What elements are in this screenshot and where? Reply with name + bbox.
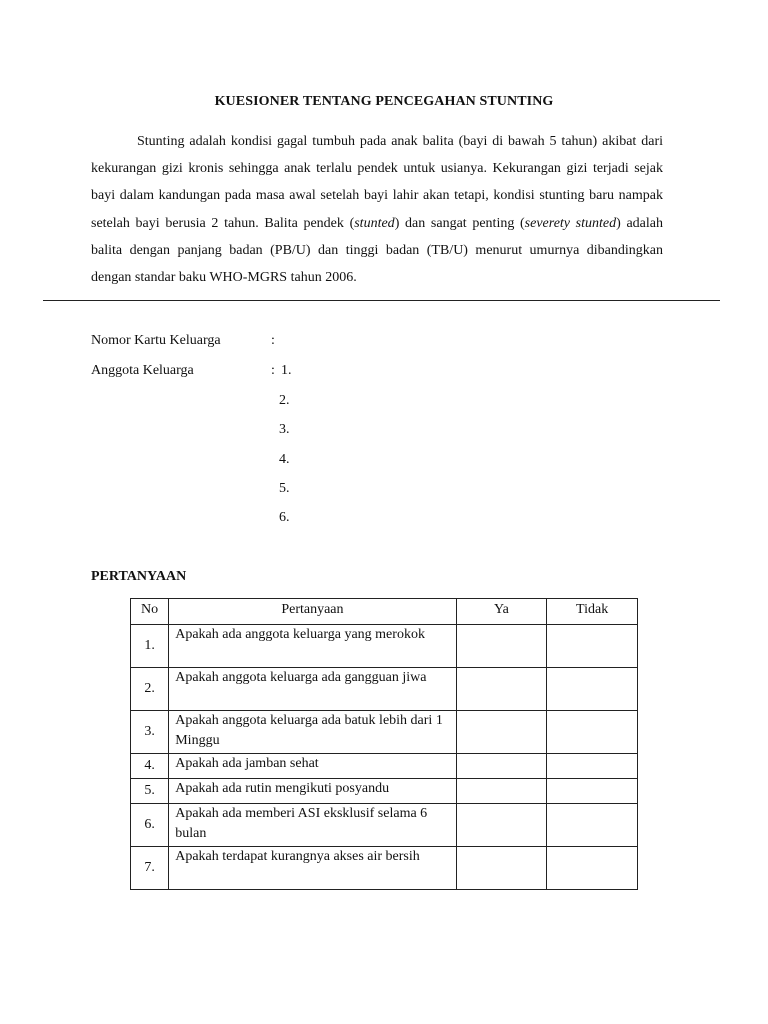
row-number: 7. — [131, 847, 169, 890]
header-ya: Ya — [456, 599, 547, 625]
question-text: Apakah anggota keluarga ada batuk lebih dari 1 Minggu — [169, 711, 456, 754]
answer-ya-cell[interactable] — [456, 804, 547, 847]
answer-ya-cell[interactable] — [456, 754, 547, 779]
question-text: Apakah ada anggota keluarga yang merokok — [169, 625, 456, 668]
row-number: 3. — [131, 711, 169, 754]
table-row — [131, 668, 638, 711]
anggota-number: 3. — [279, 422, 290, 437]
row-number: 2. — [131, 668, 169, 711]
answer-tidak-cell[interactable] — [547, 804, 638, 847]
question-text: Apakah anggota keluarga ada gangguan jiwa — [169, 668, 456, 711]
answer-tidak-cell[interactable] — [547, 668, 638, 711]
anggota-number: 2. — [279, 393, 290, 408]
divider-line — [43, 300, 720, 301]
header-question: Pertanyaan — [169, 599, 456, 625]
answer-ya-cell[interactable] — [456, 711, 547, 754]
answer-tidak-cell[interactable] — [547, 625, 638, 668]
table-row — [131, 779, 638, 804]
questions-table — [130, 598, 638, 890]
header-no: No — [131, 599, 169, 625]
row-number: 5. — [131, 779, 169, 804]
answer-ya-cell[interactable] — [456, 668, 547, 711]
question-text: Apakah ada jamban sehat — [169, 754, 456, 779]
kk-colon: : — [271, 333, 275, 348]
question-text: Apakah ada rutin mengikuti posyandu — [169, 779, 456, 804]
answer-tidak-cell[interactable] — [547, 754, 638, 779]
table-row — [131, 804, 638, 847]
intro-text-3: ) adalah balita dengan panjang badan (PB/U) dan tinggi badan (TB/U) menurut umurnya dibandingkan dengan standar baku WHO-MGRS tahun 2006. — [91, 215, 663, 286]
answer-tidak-cell[interactable] — [547, 847, 638, 890]
table-row — [131, 754, 638, 779]
table-header-row — [131, 599, 638, 625]
anggota-number: 5. — [279, 481, 290, 496]
anggota-number: 1. — [281, 363, 292, 378]
intro-text-1: Stunting adalah kondisi gagal tumbuh pada anak balita (bayi di bawah 5 tahun) akibat dari kekurangan gizi kronis sehingga anak terlalu pendek untuk usianya. Kekurangan gizi terjadi sejak bayi dalam kandungan pada masa awal setelah bayi lahir akan tetapi, kondisi stunting baru nampak setelah bayi berusia 2 tahun. Balita pendek ( — [91, 134, 663, 231]
intro-italic-2: severety stunted — [524, 215, 617, 231]
table-row — [131, 847, 638, 890]
anggota-label: Anggota Keluarga — [91, 363, 194, 378]
answer-tidak-cell[interactable] — [547, 711, 638, 754]
row-number: 4. — [131, 754, 169, 779]
question-text: Apakah ada memberi ASI eksklusif selama 6 bulan — [169, 804, 456, 847]
intro-paragraph — [91, 128, 663, 291]
anggota-colon: : — [271, 363, 275, 378]
answer-tidak-cell[interactable] — [547, 779, 638, 804]
table-row — [131, 625, 638, 668]
row-number: 1. — [131, 625, 169, 668]
document-title: KUESIONER TENTANG PENCEGAHAN STUNTING — [214, 94, 554, 109]
question-text: Apakah terdapat kurangnya akses air bersih — [169, 847, 456, 890]
answer-ya-cell[interactable] — [456, 779, 547, 804]
kk-label: Nomor Kartu Keluarga — [91, 333, 221, 348]
header-tidak: Tidak — [547, 599, 638, 625]
anggota-number: 4. — [279, 452, 290, 467]
intro-italic-1: stunted — [354, 215, 395, 231]
answer-ya-cell[interactable] — [456, 625, 547, 668]
section-title: PERTANYAAN — [91, 569, 187, 584]
row-number: 6. — [131, 804, 169, 847]
intro-text-2: ) dan sangat penting ( — [394, 215, 525, 231]
anggota-number: 6. — [279, 510, 290, 525]
table-row — [131, 711, 638, 754]
answer-ya-cell[interactable] — [456, 847, 547, 890]
